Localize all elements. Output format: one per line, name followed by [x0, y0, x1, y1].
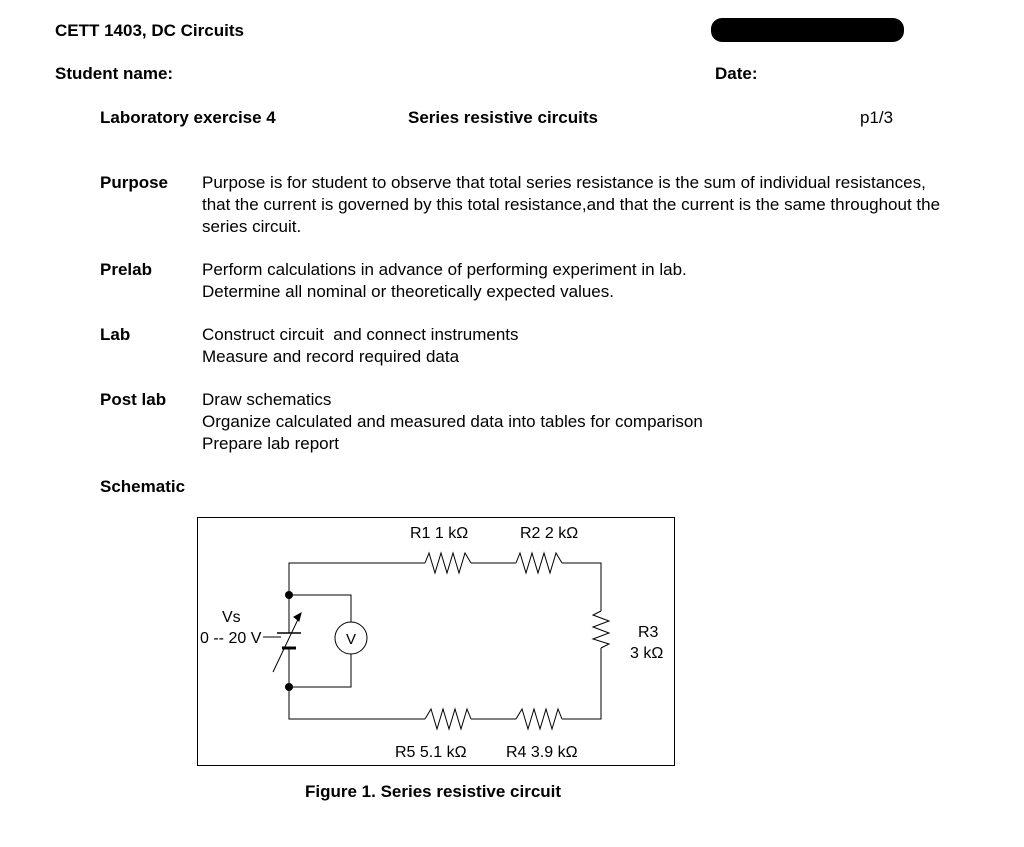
purpose-text	[202, 172, 940, 238]
lab-line: Construct circuit and connect instruments	[202, 325, 519, 344]
circuit-wires	[263, 563, 601, 719]
prelab-line: Perform calculations in advance of performing experiment in lab.	[202, 260, 687, 279]
postlab-label: Post lab	[100, 390, 167, 409]
postlab-line: Draw schematics	[202, 390, 332, 409]
resistor-r2-symbol	[516, 553, 562, 573]
variable-source-symbol	[273, 613, 301, 672]
circuit-schematic	[197, 517, 677, 769]
r5-label: R5 5.1 kΩ	[395, 744, 467, 761]
resistor-r4-symbol	[516, 709, 562, 729]
postlab-line: Organize calculated and measured data into tables for comparison	[202, 412, 703, 431]
r2-label: R2 2 kΩ	[520, 525, 579, 542]
r4-label: R4 3.9 kΩ	[506, 744, 578, 761]
r3-name-label: R3	[638, 624, 659, 641]
source-name-label: Vs	[222, 609, 241, 626]
purpose-line: Purpose is for student to observe that total series resistance is the sum of individual resistances,	[202, 173, 926, 192]
figure-caption: Figure 1. Series resistive circuit	[305, 782, 562, 801]
lab-label: Lab	[100, 325, 131, 344]
resistor-r5-symbol	[425, 709, 471, 729]
resistor-r3-symbol	[593, 611, 609, 648]
postlab-line: Prepare lab report	[202, 434, 340, 453]
r1-label: R1 1 kΩ	[410, 525, 469, 542]
course-title: CETT 1403, DC Circuits	[55, 21, 244, 40]
lab-text	[202, 324, 519, 368]
prelab-label: Prelab	[100, 260, 152, 279]
purpose-label: Purpose	[100, 173, 169, 192]
prelab-text	[202, 259, 687, 303]
schematic-frame	[198, 518, 675, 766]
schematic-label: Schematic	[100, 477, 186, 496]
postlab-text	[202, 389, 703, 455]
prelab-line: Determine all nominal or theoretically expected values.	[202, 282, 614, 301]
r3-value-label: 3 kΩ	[630, 645, 664, 662]
student-name-label: Student name:	[55, 64, 174, 83]
junction-dot	[285, 683, 293, 691]
resistor-r1-symbol	[425, 553, 471, 573]
voltmeter-label: V	[345, 631, 357, 648]
topic-title: Series resistive circuits	[408, 108, 598, 127]
purpose-line: that the current is governed by this total resistance,and that the current is the same throughout the	[202, 195, 941, 214]
lab-line: Measure and record required data	[202, 347, 460, 366]
redacted-block	[711, 18, 904, 42]
source-range-label: 0 -- 20 V	[200, 630, 262, 647]
purpose-line: series circuit.	[202, 217, 302, 236]
junction-dot	[285, 591, 293, 599]
date-label: Date:	[715, 64, 758, 83]
exercise-title: Laboratory exercise 4	[100, 108, 276, 127]
page-number: p1/3	[860, 108, 894, 127]
